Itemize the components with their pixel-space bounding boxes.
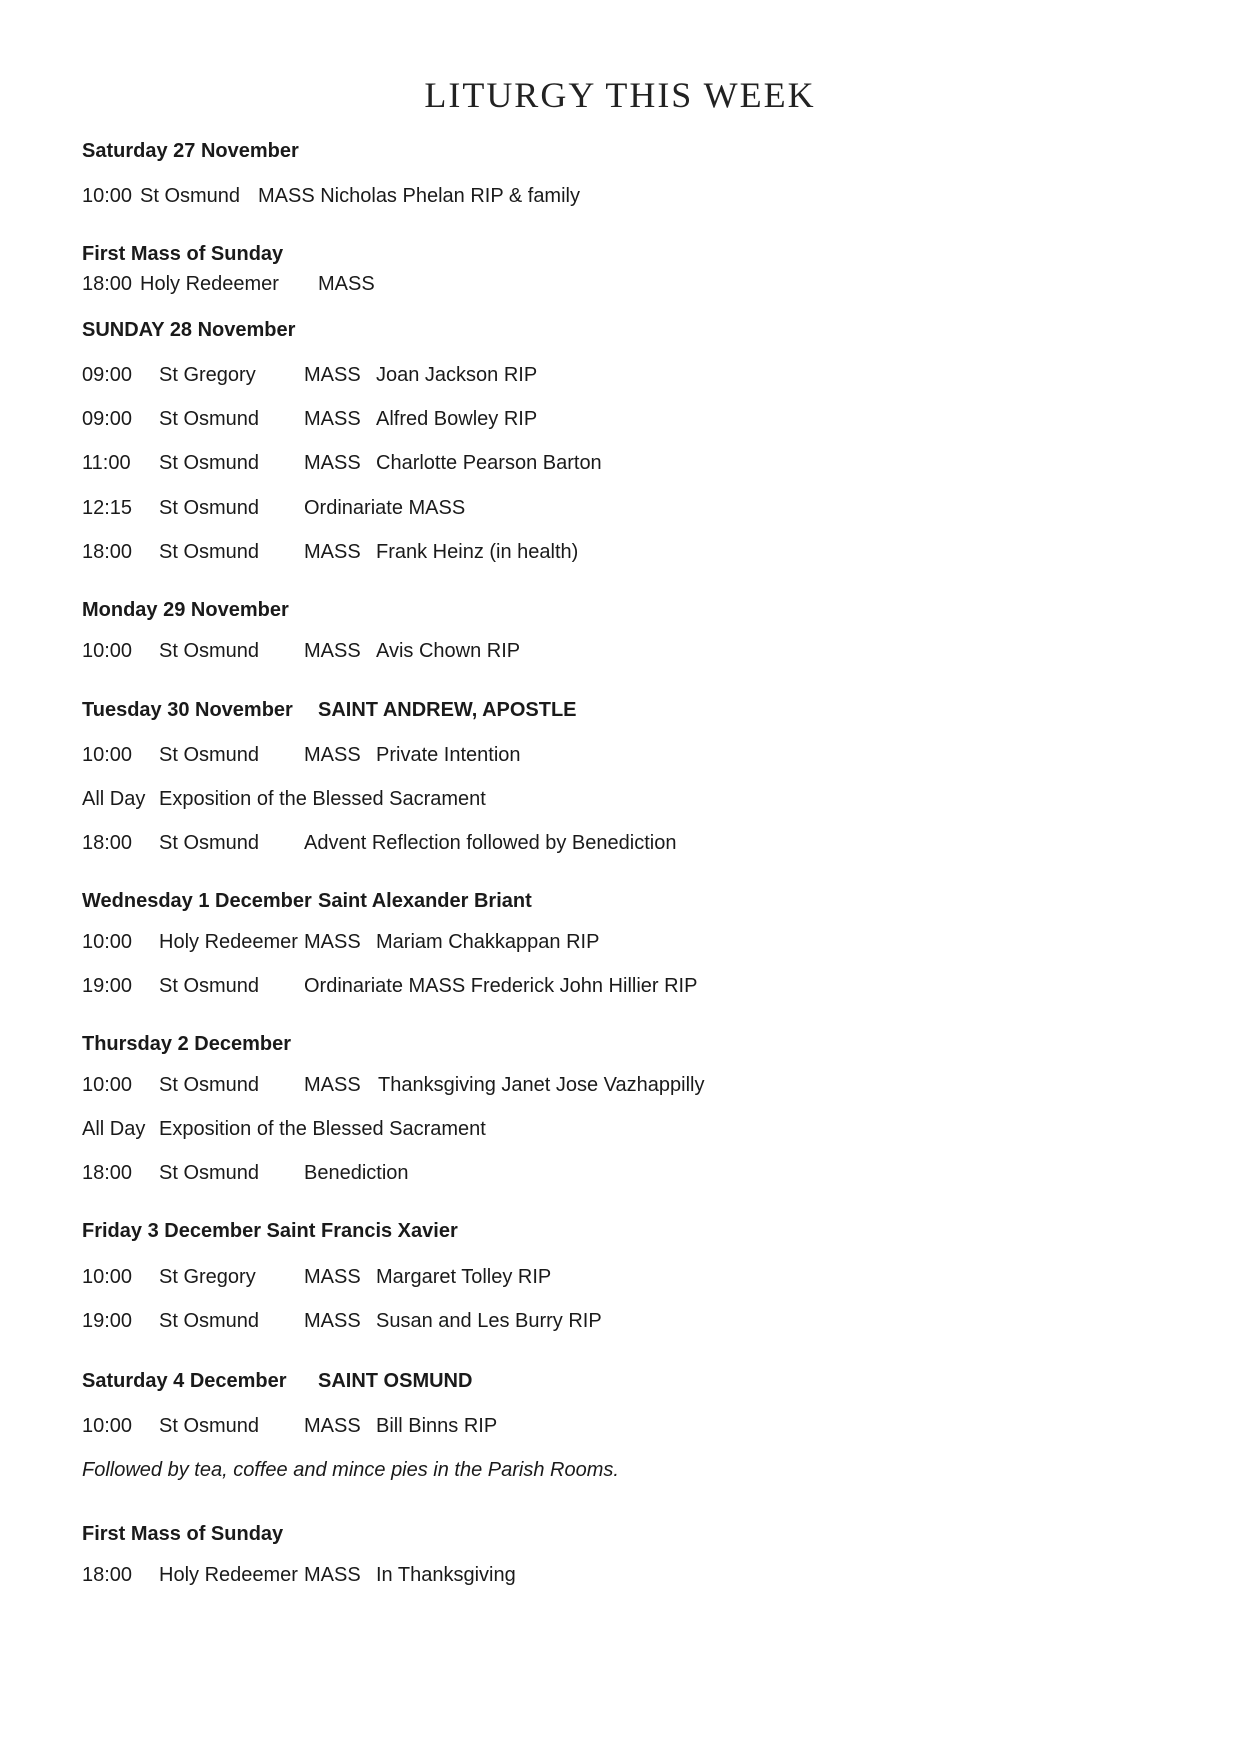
service: MASS — [304, 1310, 361, 1332]
intention: Private Intention — [376, 744, 521, 766]
intention: Alfred Bowley RIP — [376, 408, 538, 430]
time: 10:00 — [82, 185, 133, 207]
time: 09:00 — [82, 408, 133, 430]
service: Ordinariate MASS — [304, 497, 466, 519]
time: 18:00 — [82, 1564, 133, 1586]
time: 11:00 — [82, 452, 131, 474]
time: 12:15 — [82, 497, 133, 519]
service: MASS — [304, 640, 361, 662]
place: St Gregory — [159, 1266, 256, 1288]
service: MASS — [304, 408, 361, 430]
service: MASS — [304, 364, 361, 386]
place: St Osmund — [159, 452, 260, 474]
time: 10:00 — [82, 744, 133, 766]
time: 10:00 — [82, 1266, 133, 1288]
day-heading-thu2: Thursday 2 December — [82, 1033, 291, 1055]
time: 18:00 — [82, 273, 133, 295]
place: St Osmund — [159, 744, 260, 766]
service: MASS — [304, 1564, 361, 1586]
intention: In Thanksgiving — [376, 1564, 516, 1586]
place: St Osmund — [159, 541, 260, 563]
time: 19:00 — [82, 975, 133, 997]
day-heading-sun28: SUNDAY 28 November — [82, 319, 296, 341]
place: St Osmund — [159, 1162, 260, 1184]
time: All Day — [82, 1118, 146, 1140]
time: 10:00 — [82, 1074, 133, 1096]
service: Ordinariate MASS Frederick John Hillier RIP — [304, 975, 698, 997]
service: MASS — [304, 541, 361, 563]
day-label: Wednesday 1 December — [82, 890, 312, 912]
intention: Joan Jackson RIP — [376, 364, 538, 386]
place: St Osmund — [140, 185, 241, 207]
time: All Day — [82, 788, 146, 810]
intention: Frank Heinz (in health) — [376, 541, 579, 563]
place: Holy Redeemer — [159, 931, 298, 953]
time: 18:00 — [82, 1162, 133, 1184]
place: St Osmund — [159, 1415, 260, 1437]
time: 19:00 — [82, 1310, 133, 1332]
day-label: Tuesday 30 November — [82, 699, 293, 721]
intention: Avis Chown RIP — [376, 640, 521, 662]
day-heading-first-mass-1: First Mass of Sunday — [82, 243, 284, 265]
service: Advent Reflection followed by Benediction — [304, 832, 677, 854]
intention: Mariam Chakkappan RIP — [376, 931, 600, 953]
intention: Susan and Les Burry RIP — [376, 1310, 602, 1332]
service: MASS — [304, 1415, 361, 1437]
service: MASS Nicholas Phelan RIP & family — [258, 185, 580, 207]
place: St Osmund — [159, 408, 260, 430]
time: 18:00 — [82, 832, 133, 854]
intention: Thanksgiving Janet Jose Vazhappilly — [378, 1074, 705, 1096]
service: MASS — [304, 931, 361, 953]
day-heading-sat27: Saturday 27 November — [82, 140, 299, 162]
place: St Gregory — [159, 364, 256, 386]
time: 10:00 — [82, 931, 133, 953]
intention: Margaret Tolley RIP — [376, 1266, 552, 1288]
place: Holy Redeemer — [159, 1564, 298, 1586]
place: Exposition of the Blessed Sacrament — [159, 1118, 486, 1140]
place: St Osmund — [159, 832, 260, 854]
place: Exposition of the Blessed Sacrament — [159, 788, 486, 810]
page-title: LITURGY THIS WEEK — [424, 75, 816, 115]
place: St Osmund — [159, 1074, 260, 1096]
intention: Charlotte Pearson Barton — [376, 452, 602, 474]
time: 18:00 — [82, 541, 133, 563]
place: Holy Redeemer — [140, 273, 279, 295]
day-heading-first-mass-2: First Mass of Sunday — [82, 1523, 284, 1545]
place: St Osmund — [159, 640, 260, 662]
feast-label: Saint Alexander Briant — [318, 890, 532, 912]
time: 09:00 — [82, 364, 133, 386]
feast-label: SAINT ANDREW, APOSTLE — [318, 699, 577, 721]
place: St Osmund — [159, 497, 260, 519]
service: MASS — [304, 452, 361, 474]
day-heading-fri3: Friday 3 December Saint Francis Xavier — [82, 1220, 458, 1242]
time: 10:00 — [82, 640, 133, 662]
time: 10:00 — [82, 1415, 133, 1437]
note-line: Followed by tea, coffee and mince pies in the Parish Rooms. — [82, 1459, 619, 1481]
service: MASS — [304, 1266, 361, 1288]
service: Benediction — [304, 1162, 409, 1184]
place: St Osmund — [159, 1310, 260, 1332]
service: MASS — [304, 744, 361, 766]
place: St Osmund — [159, 975, 260, 997]
feast-label: SAINT OSMUND — [318, 1370, 473, 1392]
intention: Bill Binns RIP — [376, 1415, 498, 1437]
day-label: Saturday 4 December — [82, 1370, 287, 1392]
service: MASS — [304, 1074, 361, 1096]
day-heading-mon29: Monday 29 November — [82, 599, 289, 621]
service: MASS — [318, 273, 375, 295]
